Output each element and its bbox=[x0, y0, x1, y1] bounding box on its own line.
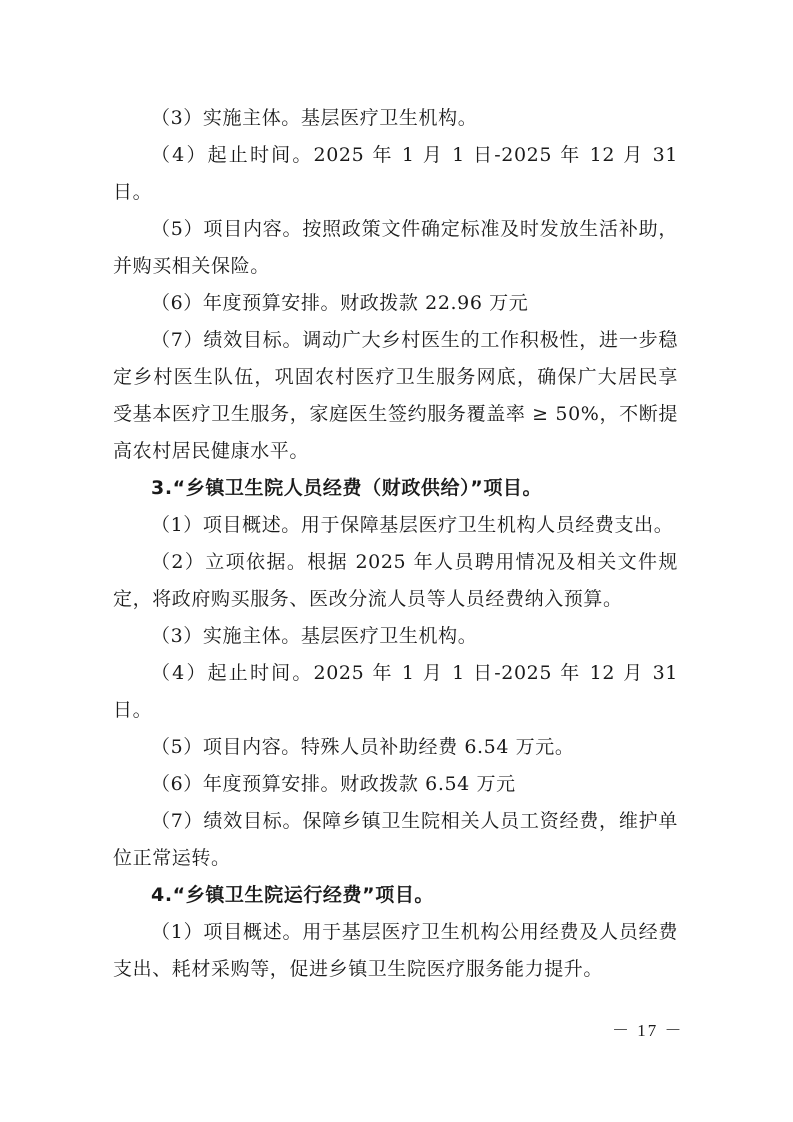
paragraph-budget: （6）年度预算安排。财政拨款 22.96 万元 bbox=[151, 292, 529, 314]
paragraph-goal-2: （7）绩效目标。保障乡镇卫生院相关人员工资经费，维护单位正常运转。 bbox=[113, 810, 678, 869]
section-heading-3: 3.“乡镇卫生院人员经费（财政供给）”项目。 bbox=[151, 477, 543, 499]
paragraph-overview-2: （1）项目概述。用于基层医疗卫生机构公用经费及人员经费支出、耗材采购等，促进乡镇卫生院医疗服务能力提升。 bbox=[113, 921, 678, 980]
paragraph-content: （5）项目内容。按照政策文件确定标准及时发放生活补助，并购买相关保险。 bbox=[113, 218, 678, 277]
paragraph-overview: （1）项目概述。用于保障基层医疗卫生机构人员经费支出。 bbox=[151, 514, 674, 536]
section-heading-4: 4.“乡镇卫生院运行经费”项目。 bbox=[151, 884, 435, 906]
paragraph-period: （4）起止时间。2025 年 1 月 1 日-2025 年 12 月 31 日。 bbox=[113, 144, 678, 203]
paragraph-budget-2: （6）年度预算安排。财政拨款 6.54 万元 bbox=[151, 773, 516, 795]
paragraph-goal: （7）绩效目标。调动广大乡村医生的工作积极性，进一步稳定乡村医生队伍，巩固农村医疗卫生服务网底，确保广大居民享受基本医疗卫生服务，家庭医生签约服务覆盖率 ≥ 50%，不断提高农村居民健康水平。 bbox=[113, 329, 678, 462]
page-number: － 17 － bbox=[612, 1021, 684, 1040]
paragraph-implementer-2: （3）实施主体。基层医疗卫生机构。 bbox=[151, 625, 478, 647]
paragraph-implementer: （3）实施主体。基层医疗卫生机构。 bbox=[151, 107, 478, 129]
paragraph-content-2: （5）项目内容。特殊人员补助经费 6.54 万元。 bbox=[151, 736, 575, 758]
document-body bbox=[113, 100, 678, 988]
paragraph-basis: （2）立项依据。根据 2025 年人员聘用情况及相关文件规定，将政府购买服务、医改分流人员等人员经费纳入预算。 bbox=[113, 551, 678, 610]
paragraph-period-2: （4）起止时间。2025 年 1 月 1 日-2025 年 12 月 31 日。 bbox=[113, 662, 678, 721]
